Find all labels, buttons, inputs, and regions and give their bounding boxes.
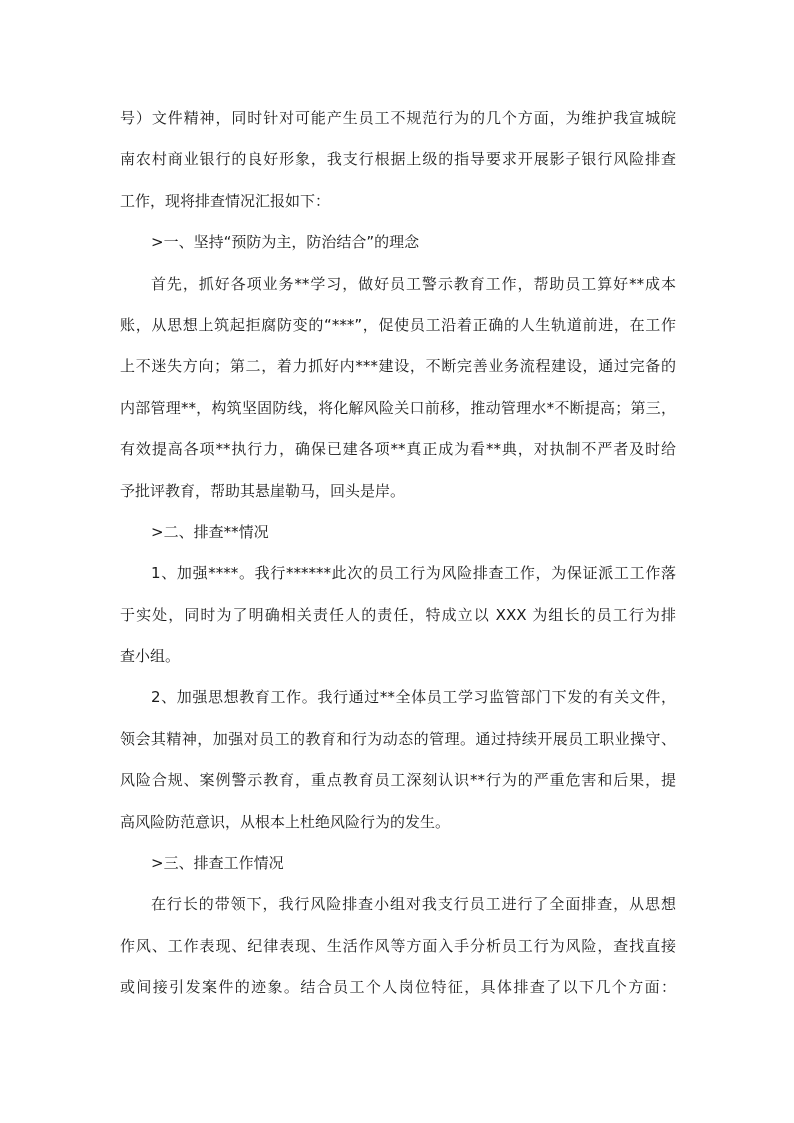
text-line-10: 予批评教育，帮助其悬崖勒马，回头是岸。	[120, 481, 406, 500]
text-line-7: 上不迷失方向；第二，着力抓好内***建设，不断完善业务流程建设，通过完备的	[120, 357, 676, 376]
text-line-21: 作风、工作表现、纪律表现、生活作风等方面入手分析员工行为风险，查找直接	[120, 936, 676, 955]
text-line-2: 南农村商业银行的良好形象，我支行根据上级的指导要求开展影子银行风险排查	[120, 150, 676, 169]
text-line-20: 在行长的带领下，我行风险排查小组对我支行员工进行了全面排查，从思想	[151, 895, 676, 914]
text-line-14: 查小组。	[120, 647, 181, 666]
text-line-16: 领会其精神，加强对员工的教育和行为动态的管理。通过持续开展员工职业操守、	[120, 729, 676, 748]
text-line-3: 工作，现将排查情况汇报如下：	[120, 191, 331, 210]
text-line-5: 首先，抓好各项业务**学习，做好员工警示教育工作，帮助员工算好**成本	[151, 274, 676, 293]
text-line-15: 2、加强思想教育工作。我行通过**全体员工学习监管部门下发的有关文件，	[151, 688, 676, 707]
text-line-17: 风险合规、案例警示教育，重点教育员工深刻认识**行为的严重危害和后果，提	[120, 771, 676, 790]
text-line-18: 高风险防范意识，从根本上杜绝风险行为的发生。	[120, 812, 451, 831]
text-line-12: 1、加强****。我行******此次的员工行为风险排查工作，为保证派工工作落	[151, 564, 676, 583]
section-heading-2: >二、排查**情况	[151, 522, 269, 541]
text-line-9: 有效提高各项**执行力，确保已建各项**真正成为看**典，对执制不严者及时给	[120, 440, 676, 459]
text-line-22: 或间接引发案件的迹象。结合员工个人岗位特征，具体排查了以下几个方面：	[120, 978, 676, 997]
text-line-13: 于实处，同时为了明确相关责任人的责任，特成立以 XXX 为组长的员工行为排	[120, 605, 676, 624]
text-line-1: 号）文件精神，同时针对可能产生员工不规范行为的几个方面，为维护我宣城皖	[120, 109, 676, 127]
document-body	[120, 98, 676, 1009]
section-heading-3: >三、排查工作情况	[151, 854, 284, 873]
text-line-6: 账，从思想上筑起拒腐防变的“***”，促使员工沿着正确的人生轨道前进，在工作	[120, 315, 676, 334]
section-heading-1: >一、坚持“预防为主，防治结合”的理念	[151, 233, 420, 252]
text-line-8: 内部管理**，构筑坚固防线，将化解风险关口前移，推动管理水*不断提高；第三，	[120, 398, 676, 417]
